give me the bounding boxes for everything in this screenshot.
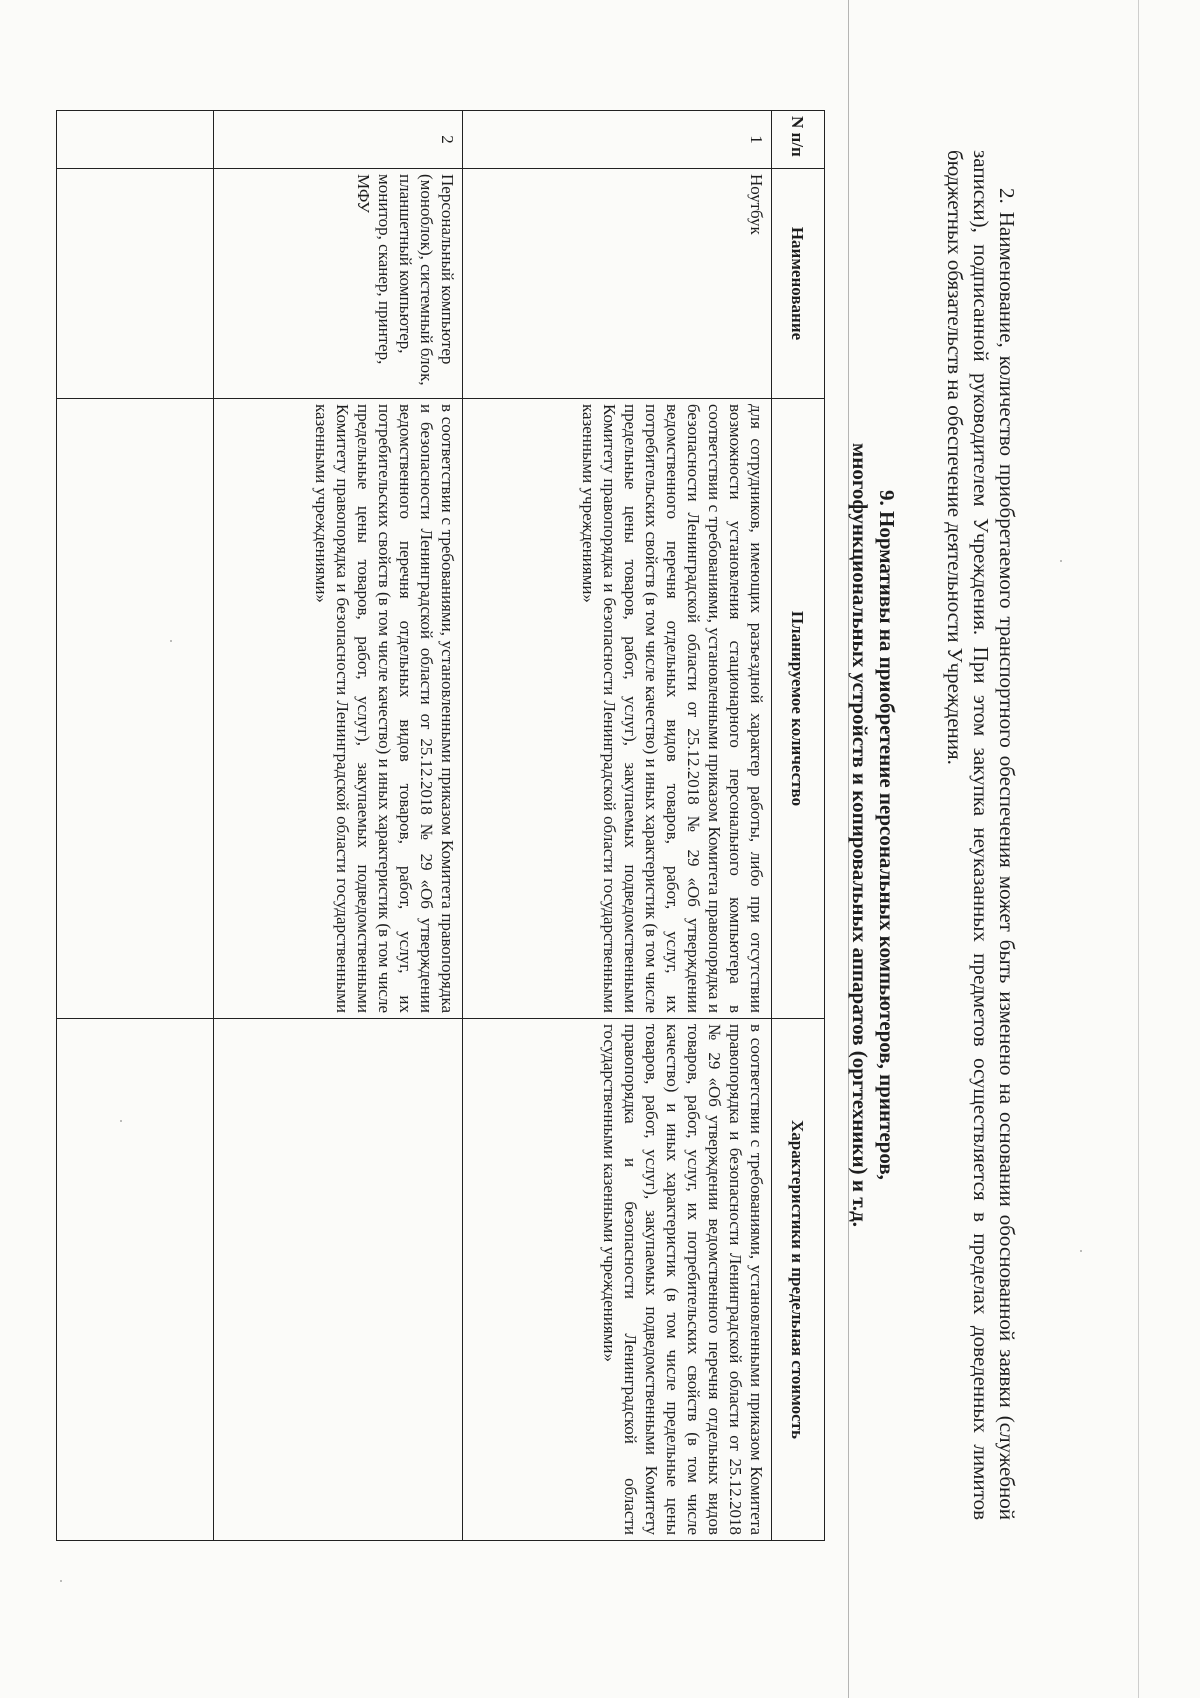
row-qty: для сотрудников, имеющих разъездной характер работы, либо при отсутствии возможности установления стационарного персонального компьютера в соответствии с требованиями, установленными приказом Комитета правопорядка и безопасности Ленинградской области от 25.12.2018 № 29 «Об утверждении ведомственного перечня отдельных видов товаров, работ, услуг, их потребительских свойств (в том числе качество) и иных характеристик (в том числе предельные цены товаров, работ, услуг), закупаемых подведомственными Комитету правопорядка и безопасности Ленинградской области государственными казенными учреждениями» <box>463 399 772 1019</box>
table-row <box>214 111 463 1541</box>
norms-table <box>56 110 825 1541</box>
row-price: в соответствии с требованиями, установленными приказом Комитета правопорядка и безопасности Ленинградской области от 25.12.2018 № 29 «Об утверждении ведомственного перечня отдельных видов товаров, работ, услуг, их потребительских свойств (в том числе качество) и иных характеристик (в том числе предельные цены товаров, работ, услуг), закупаемых подведомственными Комитету правопорядка и безопасности Ленинградской области государственными казенными учреждениями» <box>463 1019 772 1541</box>
row-qty: в соответствии с требованиями, установленными приказом Комитета правопорядка и безопасности Ленинградской области от 25.12.2018 № 29 «Об утверждении ведомственного перечня отдельных видов товаров, работ, услуг, их потребительских свойств (в том числе качество) и иных характеристик (в том числе предельные цены товаров, работ, услуг), закупаемых подведомственными Комитету правопорядка и безопасности Ленинградской области государственными казенными учреждениями» <box>214 399 463 1019</box>
intro-paragraph: 2. Наименование, количество приобретаемого транспортного обеспечения может быть изменено на основании обоснованной заявки (служебной записки), подписанной руководителем Учреждения. При этом закупка неуказанных предметов осуществляется в пределах доведенных лимитов бюджетных обязательств на обеспечение деятельности Учреждения. <box>943 150 1019 1520</box>
empty-cell <box>57 111 214 169</box>
row-num: 1 <box>463 111 772 169</box>
row-num: 2 <box>214 111 463 169</box>
empty-cell <box>57 1019 214 1541</box>
section-title <box>846 150 900 1520</box>
row-price <box>214 1019 463 1541</box>
header-qty: Планируемое количество <box>772 399 825 1019</box>
header-num: N п/п <box>772 111 825 169</box>
row-name: Ноутбук <box>463 169 772 399</box>
header-price: Характеристики и предельная стоимость <box>772 1019 825 1541</box>
header-name: Наименование <box>772 169 825 399</box>
table-row <box>463 111 772 1541</box>
table-row-empty <box>57 111 214 1541</box>
empty-cell <box>57 169 214 399</box>
section-title-line-2: многофункциональных устройств и копировальных аппаратов (оргтехники) и т.д. <box>848 442 872 1228</box>
empty-cell <box>57 399 214 1019</box>
table-header-row <box>772 111 825 1541</box>
section-title-line-1: 9. Нормативы на приобретение персональных компьютеров, принтеров, <box>875 490 899 1180</box>
row-name: Персональный компьютер (моноблок), системный блок, планшетный компьютер, монитор, сканер, принтер, МФУ <box>214 169 463 399</box>
